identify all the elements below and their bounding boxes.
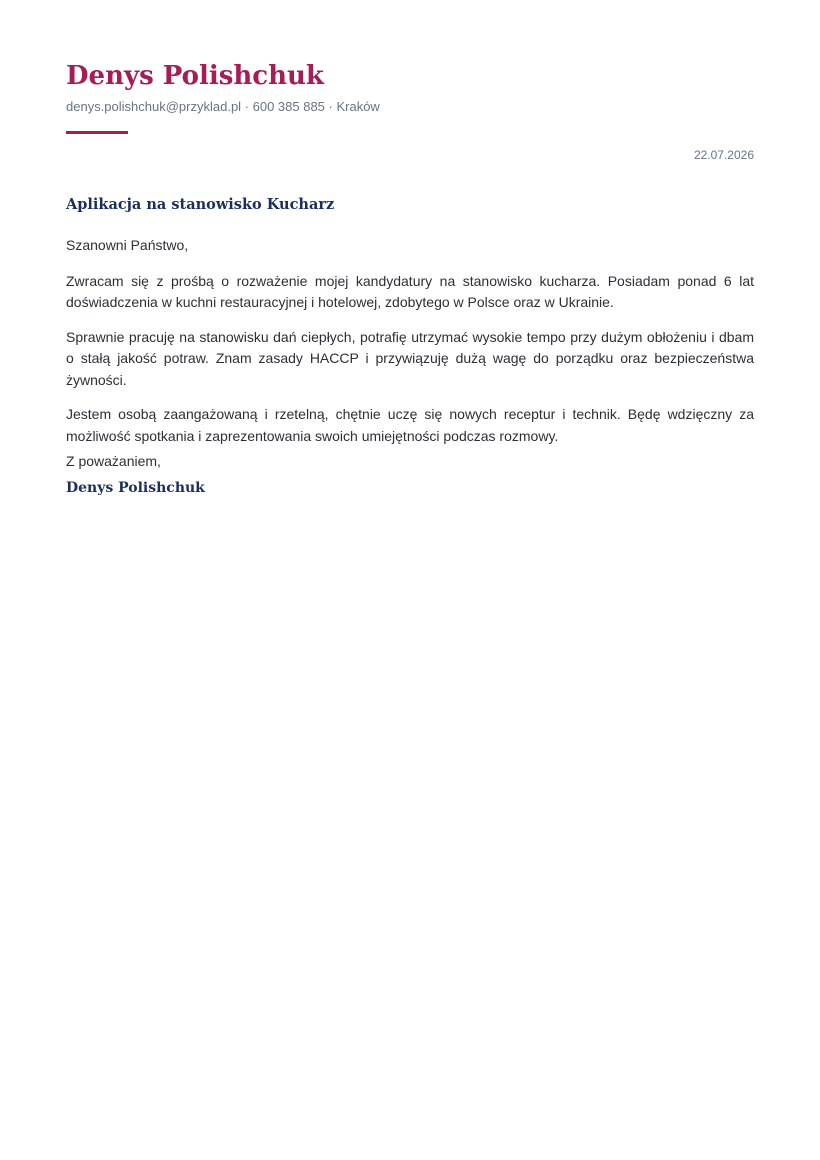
body-paragraph: Jestem osobą zaangażowaną i rzetelną, chętnie uczę się nowych receptur i technik. Będę wdzięczny za możliwość spotkania i zaprezentowania swoich umiejętności podczas rozmowy. [66, 406, 754, 444]
letter-subject: Aplikacja na stanowisko Kucharz [66, 196, 335, 213]
signature-name: Denys Polishchuk [66, 480, 205, 496]
applicant-name: Denys Polishchuk [66, 61, 324, 91]
body-paragraph: Sprawnie pracuję na stanowisku dań ciepłych, potrafię utrzymać wysokie tempo przy dużym obłożeniu i dbam o stałą jakość potraw. Znam zasady HACCP i przywiązuję dużą wagę do porządku oraz bezpieczeństwa żywności. [66, 328, 754, 388]
accent-divider [66, 131, 128, 134]
letter-date: 22.07.2026 [693, 148, 754, 162]
body-paragraph: Zwracam się z prośbą o rozważenie mojej kandydatury na stanowisko kucharza. Posiadam ponad 6 lat doświadczenia w kuchni restauracyjnej i hotelowej, zdobytego w Polsce oraz w Ukrainie. [66, 272, 754, 310]
letter-body [66, 235, 754, 460]
contact-line: denys.polishchuk@przyklad.pl · 600 385 885 · Kraków [66, 99, 380, 114]
salutation: Szanowni Państwo, [66, 237, 189, 253]
closing-phrase: Z poważaniem, [66, 453, 161, 469]
